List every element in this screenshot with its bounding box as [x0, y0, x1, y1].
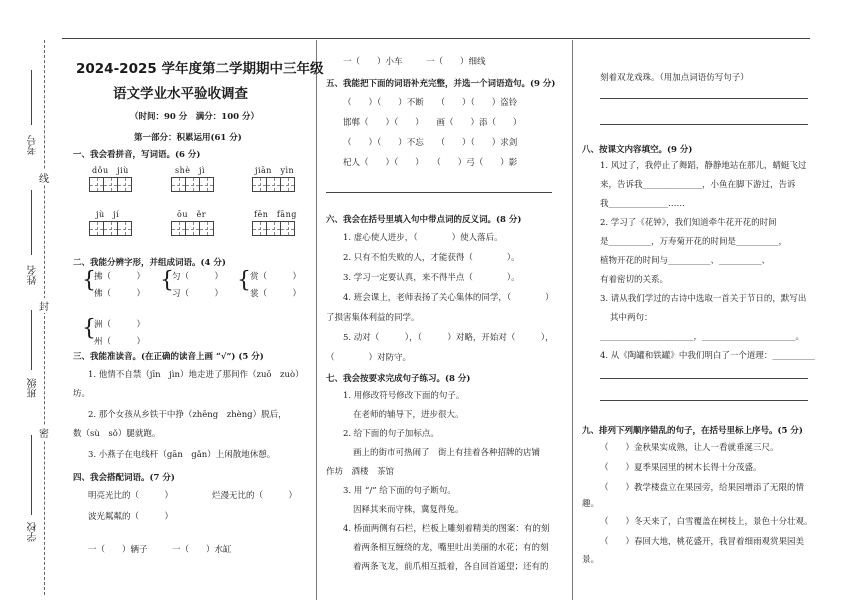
q7-title: 七、我会按要求完成句子练习。(8 分): [326, 374, 471, 384]
top-rule: [62, 38, 810, 39]
q1-pinyin-5: ōu ěr: [177, 210, 207, 219]
column-divider-2: [572, 40, 573, 600]
q3-line-5: 3. 小燕子在电线杆（gān gǎn）上闲散地休憩。: [88, 450, 276, 460]
q4-title: 四、我会搭配词语。(7 分): [73, 473, 175, 483]
q3-title: 三、我能准读音。(在正确的读音上画 “√”) (5 分): [73, 352, 264, 362]
q2-char-1[interactable]: 拂（ ）: [94, 272, 146, 282]
q2-char-3[interactable]: 匀（ ）: [172, 272, 224, 282]
q2-char-8[interactable]: 州（ ）: [94, 337, 146, 347]
q8-line-2[interactable]: 来，告诉我______________，小鱼在脚下游过，告诉: [600, 180, 796, 190]
q9-title: 九、排列下列顺序错乱的句子，在括号里标上序号。(5 分): [582, 426, 803, 436]
q9-line-1[interactable]: （ ）金秋果实成熟，让人一看就垂涎三尺。: [600, 443, 779, 453]
q1-pinyin-4: jù jí: [96, 210, 120, 219]
col3-answer-line-1[interactable]: [600, 98, 808, 99]
q3-line-3: 2. 那个女孩从乡铁干中挣（zhēng zhèng）脱后，: [88, 410, 287, 420]
q5-answer-line[interactable]: [326, 192, 552, 193]
q2-brace-3: {: [237, 268, 251, 293]
q1-writing-grid-6[interactable]: [252, 221, 294, 236]
q9-line-3[interactable]: （ ）教学楼盘立在果园旁，给果园增添了无限的情: [600, 483, 805, 493]
q6-line-5: 了损害集体利益的同学。: [326, 313, 420, 323]
exam-meta: （时间：90 分 满分：100 分）: [130, 112, 259, 122]
q1-writing-grid-5[interactable]: [171, 221, 213, 236]
q7-line-10: 着两条飞龙，前爪相互抵着，各自回首遥望；还有的: [353, 562, 549, 572]
q7-line-6: 3. 用 “/” 给下面的句子断句。: [343, 486, 456, 496]
q1-writing-grid-3[interactable]: [252, 177, 294, 192]
q7-line-9: 着两条相互缠绕的龙，嘴里吐出美丽的水花；有的刻: [353, 543, 549, 553]
q3-line-2: 坊。: [73, 389, 91, 399]
q5-line-3[interactable]: （ ）（ ）不忘 （ ）（ ）求剑: [343, 138, 518, 148]
part1-heading: 第一部分：积累运用(61 分): [134, 133, 242, 143]
col2-top-item-2[interactable]: 一（ ）细线: [426, 57, 486, 67]
q7-line-2: 在老师的辅导下，进步很大。: [353, 410, 464, 420]
q8-line-8: 3. 请从我们学过的古诗中选取一首关于节日的，默写出: [600, 294, 807, 304]
q6-line-6: 5. 动对（ ），（ ）对略，开始对（ ），: [343, 333, 554, 343]
q9-line-7: 景。: [582, 555, 600, 565]
q7-line-4: 画上的街市可热闹了 街上有挂着各种招牌的店铺: [353, 448, 541, 458]
q8-answer-line-1[interactable]: [600, 378, 808, 379]
col3-top-text: 刻着双龙戏珠。（用加点词语仿写句子）: [600, 73, 749, 83]
q5-line-2[interactable]: 邯郸（ ）（ ） 画（ ）添（ ）: [343, 118, 522, 128]
col3-answer-line-2[interactable]: [600, 124, 808, 125]
q4-item-5[interactable]: 一（ ）水缸: [172, 545, 232, 555]
q1-pinyin-6: fēn fāng: [254, 210, 297, 219]
q7-line-5: 作坊 酒楼 茶馆: [326, 467, 395, 477]
q7-line-8: 4. 桥面两侧有石栏，栏板上雕刻着精美的图案：有的刻: [343, 524, 550, 534]
q5-line-4[interactable]: 杞人（ ）（ ） （ ）弓（ ）影: [343, 158, 518, 168]
q9-line-2[interactable]: （ ）夏季果园里的树木长得十分茂盛。: [600, 463, 762, 473]
q5-line-1[interactable]: （ ）（ ）不断 （ ）（ ）盗铃: [343, 98, 518, 108]
q5-title: 五、我能把下面的词语补充完整，并选一个词语造句。(9 分): [326, 79, 556, 89]
q8-line-4: 2. 学习了《花钟》，我们知道牵牛花开花的时间: [600, 218, 777, 228]
q7-line-3: 2. 给下面的句子加标点。: [343, 429, 439, 439]
sidebar-label-xingming: 姓名: [28, 265, 39, 285]
sidebar-line-xuexiao: [31, 435, 32, 515]
q8-line-6[interactable]: 植物开花的时间与__________、__________、: [600, 256, 771, 266]
q4-item-4[interactable]: 一（ ）辆子: [88, 545, 148, 555]
q9-line-6[interactable]: （ ）春回大地，桃花盛开，我冒着细雨观赏果园美: [600, 537, 805, 547]
q2-char-6[interactable]: 裳（ ）: [250, 289, 302, 299]
q4-item-1[interactable]: 明亮光比的（ ）: [88, 491, 174, 501]
sidebar-line-xingming: [31, 190, 32, 255]
q7-line-7: 因释其来而守株，冀复得兔。: [353, 505, 464, 515]
q6-line-3: 3. 学习一定要认真，来不得半点（ ）。: [343, 273, 520, 283]
q2-char-7[interactable]: 洲（ ）: [94, 320, 146, 330]
q8-answer-line-2[interactable]: [600, 400, 808, 401]
q6-line-1: 1. 虚心使人进步，（ ）使人落后。: [343, 233, 503, 243]
q6-line-2: 2. 只有不怕失败的人，才能获得（ ）。: [343, 253, 520, 263]
q6-line-7: （ ）对防守。: [326, 353, 412, 363]
seal-char-mi: 密: [39, 425, 49, 440]
q7-line-1: 1. 用修改符号修改下面的句子。: [343, 391, 465, 401]
q2-title: 二、我能分辨字形，并组成词语。(4 分): [73, 258, 226, 268]
q1-writing-grid-4[interactable]: [89, 221, 131, 236]
sidebar-line-kaohao: [31, 70, 32, 125]
q1-writing-grid-2[interactable]: [171, 177, 213, 192]
q8-line-7: 有着密切的关系。: [600, 275, 669, 285]
q4-item-2[interactable]: 烂漫无比的（ ）: [212, 491, 298, 501]
q2-brace-1: {: [82, 268, 96, 293]
q2-brace-2: {: [160, 268, 174, 293]
q1-pinyin-1: dǒu jiù: [92, 166, 129, 175]
sidebar-line-banji: [31, 310, 32, 370]
q1-pinyin-3: jiān yìn: [255, 166, 295, 175]
q9-line-5[interactable]: （ ）冬天来了，白雪覆盖在树枝上，景色十分壮观。: [600, 517, 813, 527]
q2-char-4[interactable]: 习（ ）: [172, 289, 224, 299]
exam-title-line1: 2024-2025 学年度第二学期期中三年级: [76, 61, 324, 77]
q8-line-3[interactable]: 我______________……: [600, 199, 686, 209]
q8-line-10[interactable]: ______________________，______________________。: [600, 332, 805, 342]
q1-writing-grid-1[interactable]: [89, 177, 131, 192]
seal-dashed-line: [44, 40, 45, 595]
q2-brace-4: {: [82, 316, 96, 341]
q6-title: 六、我会在括号里填入句中带点词的反义词。(8 分): [326, 215, 522, 225]
col2-top-item-1[interactable]: 一（ ）小车: [343, 57, 403, 67]
column-divider-1: [316, 40, 317, 600]
q1-title: 一、我会看拼音，写词语。(6 分): [73, 150, 201, 160]
q8-title: 八、按课文内容填空。(9 分): [582, 145, 693, 155]
sidebar-label-banji: 班级: [28, 378, 39, 398]
q1-pinyin-2: shè jì: [175, 166, 206, 175]
q8-line-1: 1. 风过了，我停止了舞蹈，静静地站在那儿，蜻蜓飞过: [600, 161, 807, 171]
q2-char-5[interactable]: 赏（ ）: [250, 272, 302, 282]
q2-char-2[interactable]: 佛（ ）: [94, 289, 146, 299]
q3-line-4: 数（sù sǒ）腿就跑。: [73, 429, 161, 439]
exam-title-line2: 语文学业水平验收调查: [113, 86, 248, 102]
q8-line-9: 其中两句：: [610, 313, 653, 323]
q3-line-1: 1. 他情不自禁（jīn jìn）地走进了那间作（zuō zuò）: [88, 370, 304, 380]
sidebar-label-xuexiao: 学校: [28, 522, 39, 542]
sidebar-label-kaohao: 考号: [28, 135, 39, 155]
q6-line-4: 4. 班会课上，老师表扬了关心集体的同学，（ ）: [343, 293, 554, 303]
seal-char-feng: 封: [39, 298, 49, 313]
q4-item-3[interactable]: 波光粼粼的（ ）: [88, 512, 174, 522]
q8-line-5[interactable]: 是__________，万寿菊开花的时间是__________，: [600, 237, 788, 247]
q9-line-4: 趣。: [582, 499, 600, 509]
seal-char-xian: 线: [39, 170, 49, 185]
q8-line-11[interactable]: 4. 从《陶罐和铁罐》中我们明白了一个道理：__________: [600, 351, 815, 361]
